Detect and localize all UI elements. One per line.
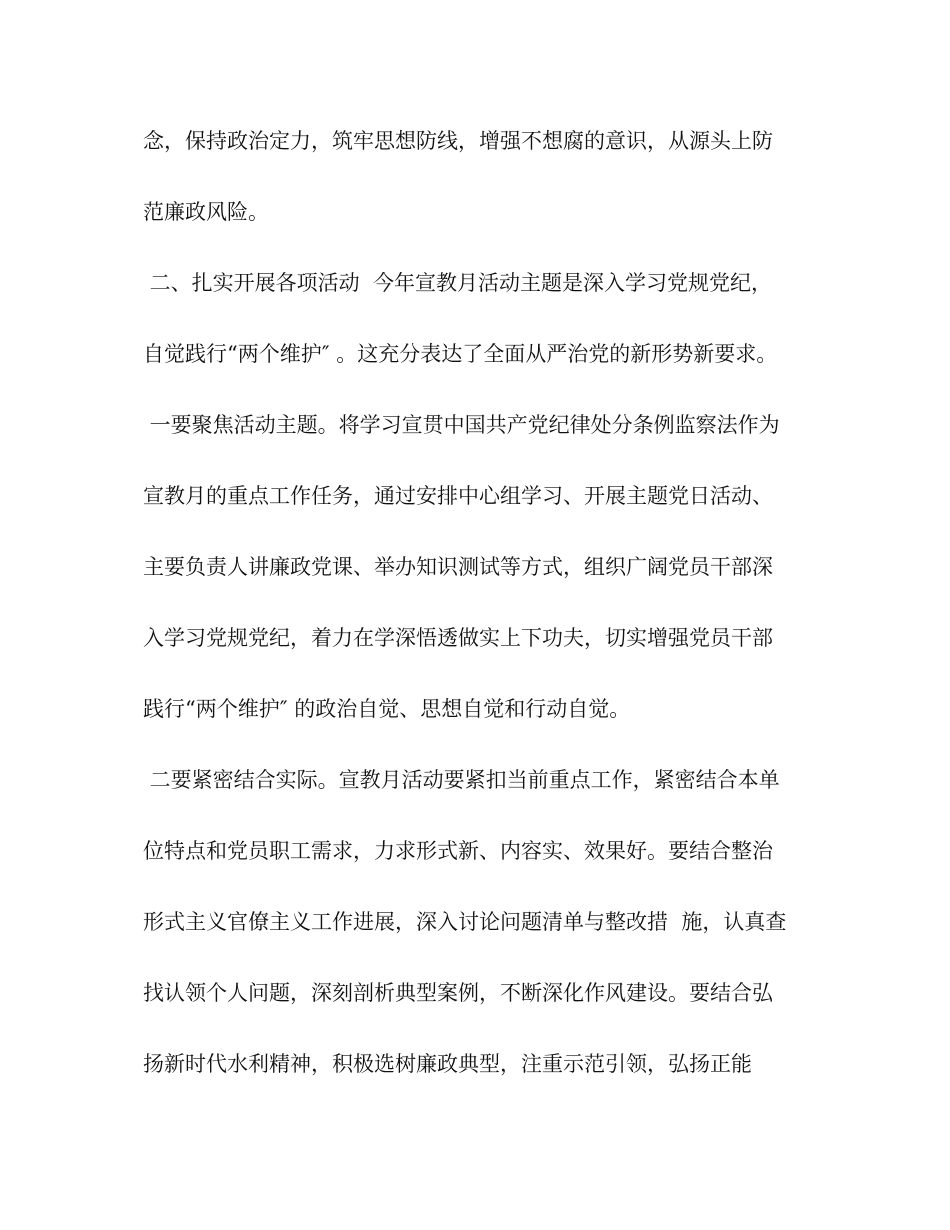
text-line: 践行“两个维护″ 的政治自觉、思想自觉和行动自觉。	[143, 697, 631, 721]
text-line: 形式主义官僚主义工作进展，深入讨论问题清单与整改措 施，认真查	[143, 910, 787, 934]
text-line: 二要紧密结合实际。宣教月活动要紧扣当前重点工作，紧密结合本单	[143, 768, 780, 792]
text-line: 入学习党规党纪，着力在学深悟透做实上下功夫，切实增强党员干部	[143, 626, 773, 650]
text-line: 主要负责人讲廉政党课、举办知识测试等方式，组织广阔党员干部深	[143, 555, 773, 579]
text-line: 扬新时代水利精神，积极选树廉政典型，注重示范引领，弘扬正能	[143, 1052, 752, 1076]
text-line: 位特点和党员职工需求，力求形式新、内容实、效果好。要结合整治	[143, 839, 773, 863]
text-line: 二、扎实开展各项活动 今年宣教月活动主题是深入学习党规党纪，	[143, 271, 773, 295]
text-line: 范廉政风险。	[143, 200, 269, 224]
text-line: 宣教月的重点工作任务，通过安排中心组学习、开展主题党日活动、	[143, 484, 773, 508]
text-line: 一要聚焦活动主题。将学习宣贯中国共产党纪律处分条例监察法作为	[143, 413, 780, 437]
text-line: 自觉践行“两个维护″ 。这充分表达了全面从严治党的新形势新要求。	[143, 342, 778, 366]
text-line: 找认领个人问题，深刻剖析典型案例，不断深化作风建设。要结合弘	[143, 981, 773, 1005]
text-line: 念，保持政治定力，筑牢思想防线，增强不想腐的意识，从源头上防	[143, 129, 773, 153]
